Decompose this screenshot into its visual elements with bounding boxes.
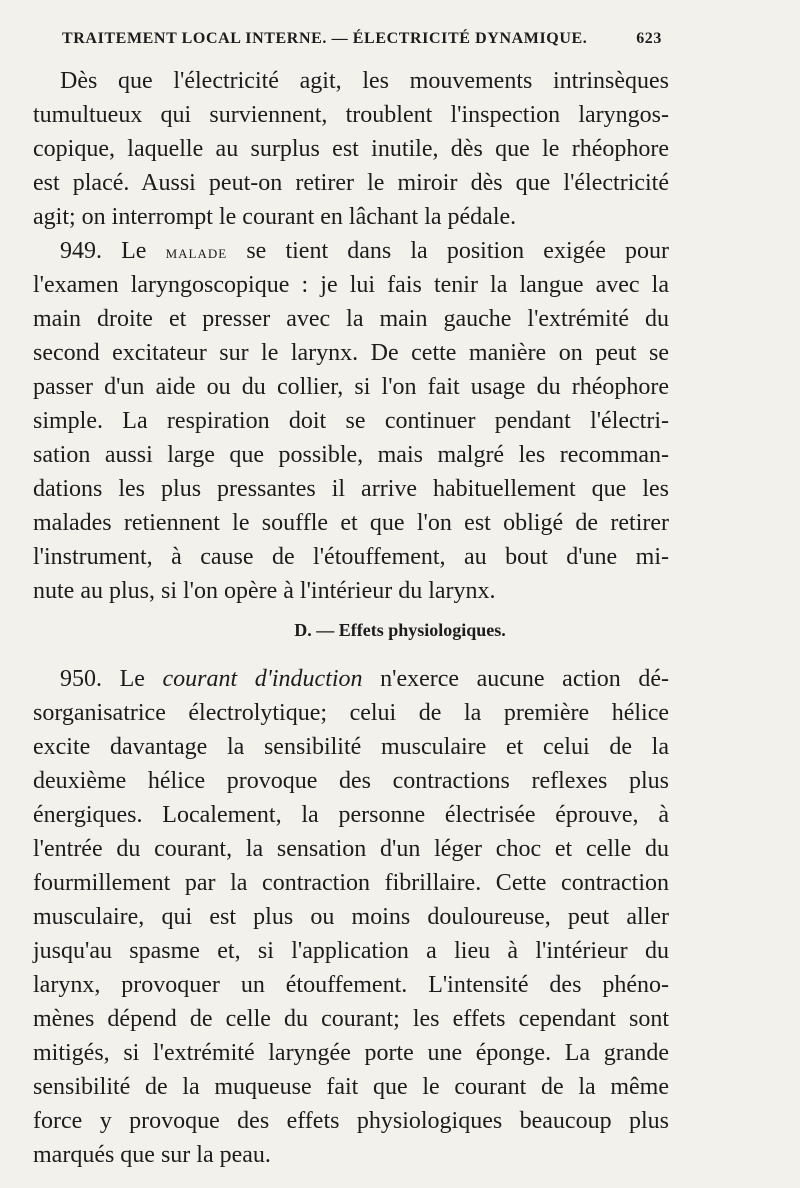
paragraph-number: 950. — [60, 666, 102, 692]
text-line: passer d'un aide ou du collier, si l'on fait usage du rhéophore — [33, 374, 669, 400]
text-line: tumultueux qui surviennent, troublent l'inspection laryngos- — [33, 102, 669, 128]
text-line: copique, laquelle au surplus est inutile, dès que le rhéophore — [33, 136, 669, 162]
paragraph-first-line: 949. Le malade se tient dans la position exigée pour — [60, 238, 670, 264]
text-line: l'examen laryngoscopique : je lui fais tenir la langue avec la — [33, 272, 669, 298]
text-line: mènes dépend de celle du courant; les effets cependant sont — [33, 1006, 669, 1032]
italic-term: courant d'induction — [162, 666, 363, 692]
text-line: sorganisatrice électrolytique; celui de la première hélice — [33, 700, 669, 726]
text-line: mitigés, si l'extrémité laryngée porte une éponge. La grande — [33, 1040, 669, 1066]
text-line: second excitateur sur le larynx. De cette manière on peut se — [33, 340, 669, 366]
text-line: jusqu'au spasme et, si l'application a lieu à l'intérieur du — [33, 938, 669, 964]
text-line: simple. La respiration doit se continuer pendant l'électri- — [33, 408, 669, 434]
text-line: fourmillement par la contraction fibrillaire. Cette contraction — [33, 870, 669, 896]
paragraph-number: 949. — [60, 238, 102, 264]
text-line: musculaire, qui est plus ou moins douloureuse, peut aller — [33, 904, 669, 930]
text-line: dations les plus pressantes il arrive habituellement que les — [33, 476, 669, 502]
text-line: malades retiennent le souffle et que l'on est obligé de retirer — [33, 510, 669, 536]
running-title: TRAITEMENT LOCAL INTERNE. — ÉLECTRICITÉ DYNAMIQUE. — [62, 30, 588, 47]
text-line: deuxième hélice provoque des contractions reflexes plus — [33, 768, 669, 794]
text-line: Dès que l'électricité agit, les mouvements intrinsèques — [60, 68, 669, 94]
text-line: larynx, provoquer un étouffement. L'intensité des phéno- — [33, 972, 669, 998]
text-line: l'instrument, à cause de l'étouffement, au bout d'une mi- — [33, 544, 669, 570]
text-line: marqués que sur la peau. — [33, 1142, 271, 1168]
section-heading: D. — Effets physiologiques. — [294, 620, 506, 640]
text-line: sensibilité de la muqueuse fait que le courant de la même — [33, 1074, 669, 1100]
text-line: main droite et presser avec la main gauche l'extrémité du — [33, 306, 669, 332]
text-line: agit; on interrompt le courant en lâchant la pédale. — [33, 204, 517, 230]
text-line: force y provoque des effets physiologiques beaucoup plus — [33, 1108, 669, 1134]
text-line: sation aussi large que possible, mais malgré les recomman- — [33, 442, 669, 468]
text-line: est placé. Aussi peut-on retirer le miroir dès que l'électricité — [33, 170, 669, 196]
paragraph-first-line: 950. Le courant d'induction n'exerce aucune action dé- — [60, 666, 670, 692]
text-line: l'entrée du courant, la sensation d'un léger choc et celle du — [33, 836, 669, 862]
small-caps-word: malade — [165, 242, 228, 263]
text-line: nute au plus, si l'on opère à l'intérieur du larynx. — [33, 578, 496, 604]
text-line: énergiques. Localement, la personne électrisée éprouve, à — [33, 802, 669, 828]
running-header — [62, 30, 662, 48]
text-line: excite davantage la sensibilité musculaire et celui de la — [33, 734, 669, 760]
page-number: 623 — [636, 30, 662, 47]
